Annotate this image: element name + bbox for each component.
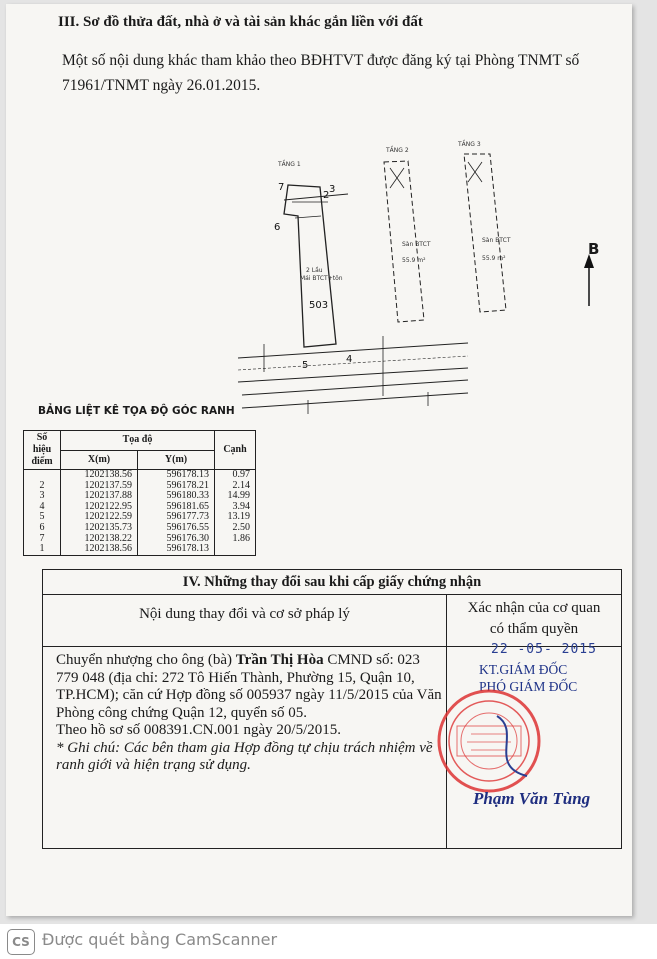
table-row [24,502,256,513]
cell-y: 596178.13 [138,544,215,555]
point-label: 6 [274,222,281,233]
cell-edge: 2.50 [215,523,256,534]
floor-3-note: 55.9 m² [482,255,506,262]
coord-table-title: BẢNG LIỆT KÊ TỌA ĐỘ GÓC RANH [38,405,235,417]
header-x: X(m) [61,450,138,470]
cell-x: 1202138.22 [61,534,138,545]
header-y: Y(m) [138,450,215,470]
cell-x: 1202135.73 [61,523,138,534]
changes-column-header: Nội dung thay đổi và cơ sở pháp lý [139,606,350,622]
floor-3-note: Sàn BTCT [482,237,511,244]
floor-2-note: Sàn BTCT [402,241,431,248]
transfer-prefix: Chuyển nhượng cho ông (bà) [56,652,236,668]
floor-1-label: TẦNG 1 [278,161,301,168]
land-plot-diagram [6,4,632,424]
section-3-title: III. Sơ đồ thửa đất, nhà ở và tài sản khác gắn liền với đất [58,14,423,30]
confirmation-header-line: Xác nhận của cơ quan [467,600,601,616]
boundary-line [295,216,321,218]
point-label: 2 [323,190,330,201]
stamp-date: 22 -05- 2015 [491,642,597,657]
cell-edge: 0.97 [215,470,256,481]
floor-2-note: 55.9 m² [402,257,426,264]
scanner-footer [0,924,657,959]
confirmation-column-header [447,598,621,640]
table-row [24,534,256,545]
cell-y: 596176.30 [138,534,215,545]
cell-edge: 14.99 [215,491,256,502]
cell-y: 596176.55 [138,523,215,534]
cell-x: 1202122.95 [61,502,138,513]
floor-1-note: 2 Lầu [306,267,323,274]
cell-x: 1202138.56 [61,544,138,555]
file-reference: Theo hồ sơ số 008391.CN.001 ngày 20/5/2015. [56,722,342,738]
cell-x: 1202138.56 [61,470,138,481]
section-3-intro: Một số nội dung khác tham khảo theo BĐHTVT được đăng ký tại Phòng TNMT số 71961/TNMT ngày 26.01.2015. [62,52,580,94]
cell-point: 5 [24,512,61,523]
signer-name: Phạm Văn Tùng [473,789,591,808]
parcel-outline [284,185,336,347]
point-label: 4 [346,354,353,365]
floor-3-plan [457,140,511,312]
section-4-title: IV. Những thay đổi sau khi cấp giấy chứng nhận [43,570,621,595]
cell-x: 1202137.59 [61,481,138,492]
change-content [56,652,444,775]
cell-point [24,470,61,481]
cell-y: 596181.65 [138,502,215,513]
table-row [24,512,256,523]
transferee-name: Trần Thị Hòa [235,652,324,668]
road-edge [238,356,468,370]
road-edge [242,380,468,395]
table-row [24,470,256,481]
point-label: 5 [302,360,309,371]
cell-point: 4 [24,502,61,513]
boundary-line [284,194,348,200]
confirmation-header-line: có thẩm quyền [489,621,579,637]
transfer-text [56,652,444,722]
cell-edge: 1.86 [215,534,256,545]
table-row [24,481,256,492]
cell-y: 596177.73 [138,512,215,523]
point-label: 3 [329,184,336,195]
note-text: * Ghi chú: Các bên tham gia Hợp đồng tự chịu trách nhiệm về ranh giới và hiện trạng sử dụng. [56,739,433,773]
point-label: 7 [278,182,285,193]
floor-2-plan [384,146,431,322]
transfer-body: CMND số: 023 779 048 (địa chỉ: 272 Tô Hiến Thành, Phường 15, Quận 10, TP.HCM); căn cứ Hợp đồng số 005937 ngày 11/5/2015 của Văn Phòng công chứng Quận 12, quyển số 05. [56,652,442,721]
road-edge [238,343,468,358]
cell-point: 3 [24,491,61,502]
cell-edge [215,544,256,555]
cell-x: 1202137.88 [61,491,138,502]
road-edge [242,393,468,408]
table-row [24,523,256,534]
document-page [6,4,632,916]
parcel-number: 503 [309,300,329,311]
road-lines [238,336,468,414]
official-seal [427,686,547,796]
north-arrow [584,254,594,306]
camscanner-logo-icon: CS [7,929,35,955]
cell-edge: 3.94 [215,502,256,513]
floor-2-label: TẦNG 2 [386,147,409,154]
cell-y: 596180.33 [138,491,215,502]
cell-edge: 13.19 [215,512,256,523]
cell-point: 7 [24,534,61,545]
floor-1-plan [274,160,352,371]
table-row [24,491,256,502]
cell-edge: 2.14 [215,481,256,492]
cell-y: 596178.13 [138,470,215,481]
signer-role: KT.GIÁM ĐỐC [479,662,568,677]
floor-3-label: TẦNG 3 [458,141,481,148]
cell-point: 2 [24,481,61,492]
cell-point: 1 [24,544,61,555]
table-row [24,544,256,555]
coord-table [23,430,256,556]
header-edge: Cạnh [215,431,256,470]
cell-y: 596178.21 [138,481,215,492]
road-edge [238,368,468,382]
floor-1-note: Mái BTCT+tôn [300,275,343,282]
floor-3-outline [464,154,506,312]
signer-role: PHÓ GIÁM ĐỐC [479,679,578,694]
header-point: Số hiệu điểm [24,431,61,470]
header-coords: Tọa độ [61,431,215,451]
cell-x: 1202122.59 [61,512,138,523]
changes-table [42,569,622,849]
scanner-watermark-text: Được quét bằng CamScanner [42,930,278,949]
north-label: B [588,240,600,258]
cell-point: 6 [24,523,61,534]
